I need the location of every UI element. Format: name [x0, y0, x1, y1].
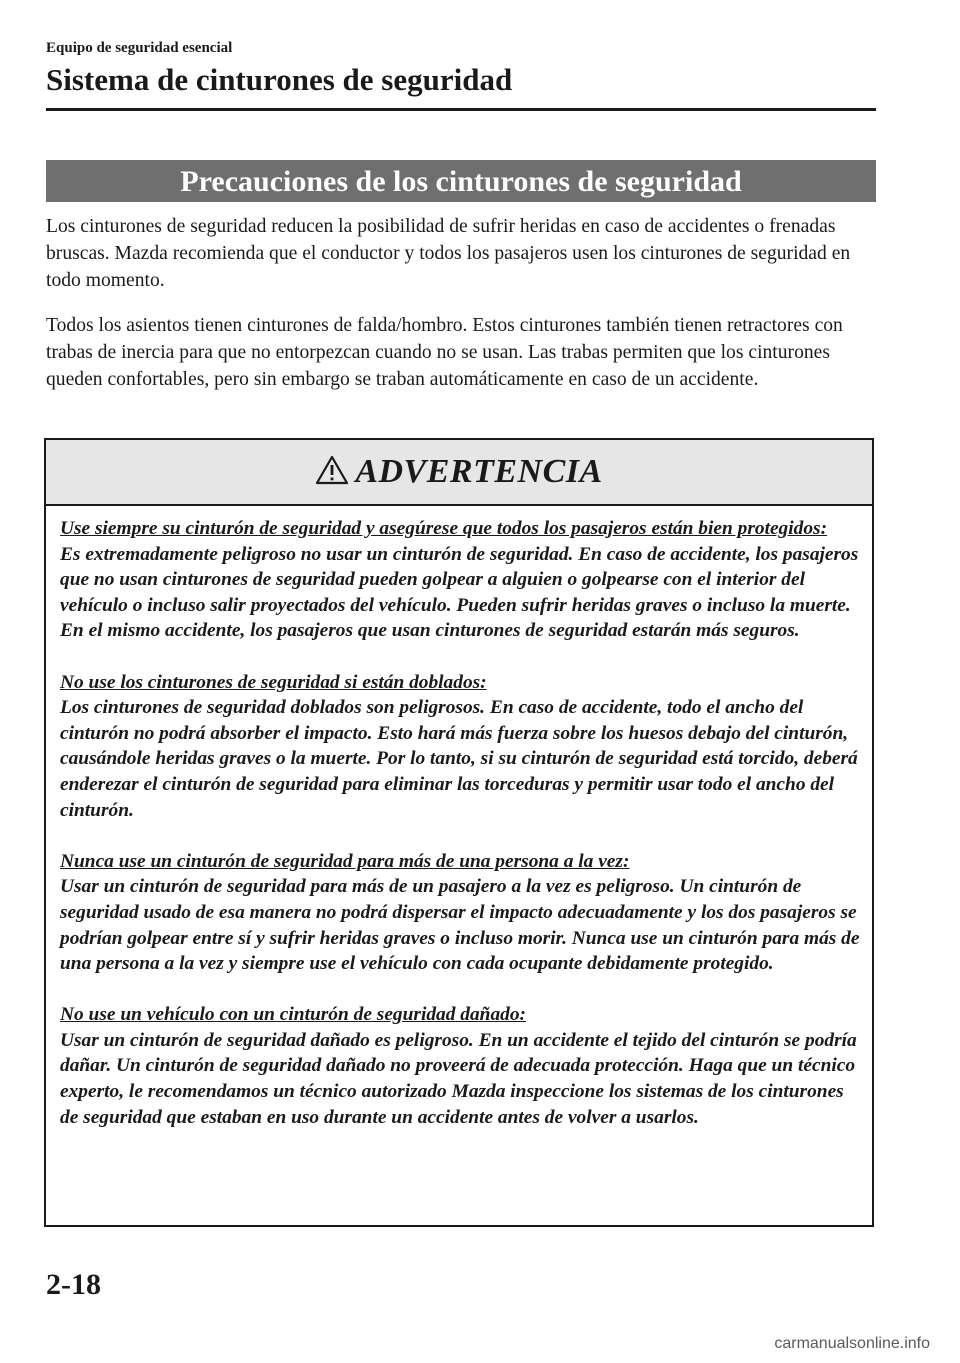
retractor-paragraph: Todos los asientos tienen cinturones de falda/hombro. Estos cinturones también tienen retractores con trabas de inercia para que no entorpezcan cuando no se usan. Las trabas permiten que los cinturones queden confortables, pero sin embargo se traban automáticamente en caso de un accidente.: [46, 315, 843, 390]
warning-header: [46, 440, 872, 506]
warning-item: [60, 670, 860, 824]
page-title: Sistema de cinturones de seguridad: [46, 62, 513, 97]
warning-item-text: Usar un cinturón de seguridad para más de un pasajero a la vez es peligroso. Un cinturón de seguridad usado de esa manera no podrá dispersar el impacto adecuadamente y los dos pasajeros se podrían golpear entre sí y sufrir heridas graves o incluso morir. Nunca use un cinturón para más de una persona a la vez y siempre use el vehículo con cada ocupante debidamente protegido.: [60, 876, 860, 975]
warning-item-text: Es extremadamente peligroso no usar un cinturón de seguridad. En caso de accidente, los pasajeros que no usan cinturones de seguridad pueden golpear a alguien o golpearse con el interior del vehículo o incluso salir proyectados del vehículo. Pueden sufrir heridas graves o incluso la muerte. En el mismo accidente, los pasajeros que usan cinturones de seguridad estarán más seguros.: [60, 543, 859, 642]
warning-item: [60, 1002, 860, 1130]
watermark: carmanualsonline.info: [774, 1335, 930, 1352]
warning-item-heading: No use un vehículo con un cinturón de seguridad dañado:: [60, 1004, 526, 1026]
warning-box: [44, 438, 874, 1227]
warning-triangle-icon: [315, 455, 349, 485]
warning-item-text: Los cinturones de seguridad doblados son peligrosos. En caso de accidente, todo el ancho del cinturón no podrá absorber el impacto. Esto hará más fuerza sobre los huesos debajo del cinturón, causándole heridas graves o la muerte. Por lo tanto, si su cinturón de seguridad está torcido, deberá enderezar el cinturón de seguridad para eliminar las torceduras y permitir usar todo el ancho del cinturón.: [60, 697, 858, 821]
warning-body: [46, 506, 872, 1130]
page-number: 2-18: [46, 1268, 101, 1301]
title-divider: [46, 108, 876, 111]
warning-item-text: Usar un cinturón de seguridad dañado es peligroso. En un accidente el tejido del cinturón se podría dañar. Un cinturón de seguridad dañado no proveerá de adecuada protección. Haga que un técnico experto, le recomendamos un técnico autorizado Mazda inspeccione los sistemas de los cinturones de seguridad que estaban en uso durante un accidente antes de volver a usarlos.: [60, 1029, 857, 1128]
section-heading: Precauciones de los cinturones de seguridad: [46, 160, 876, 202]
warning-item-heading: Use siempre su cinturón de seguridad y asegúrese que todos los pasajeros están bien protegidos:: [60, 518, 828, 539]
warning-item-heading: Nunca use un cinturón de seguridad para más de una persona a la vez:: [60, 850, 630, 872]
warning-item-heading: No use los cinturones de seguridad si están doblados:: [60, 671, 487, 693]
warning-title: ADVERTENCIA: [355, 453, 603, 490]
intro-paragraph: Los cinturones de seguridad reducen la posibilidad de sufrir heridas en caso de accidentes o frenadas bruscas. Mazda recomienda que el conductor y todos los pasajeros usen los cinturones de seguridad en todo momento.: [46, 216, 851, 291]
chapter-label: Equipo de seguridad esencial: [46, 40, 233, 56]
warning-item: [60, 516, 860, 644]
warning-item: [60, 849, 860, 977]
